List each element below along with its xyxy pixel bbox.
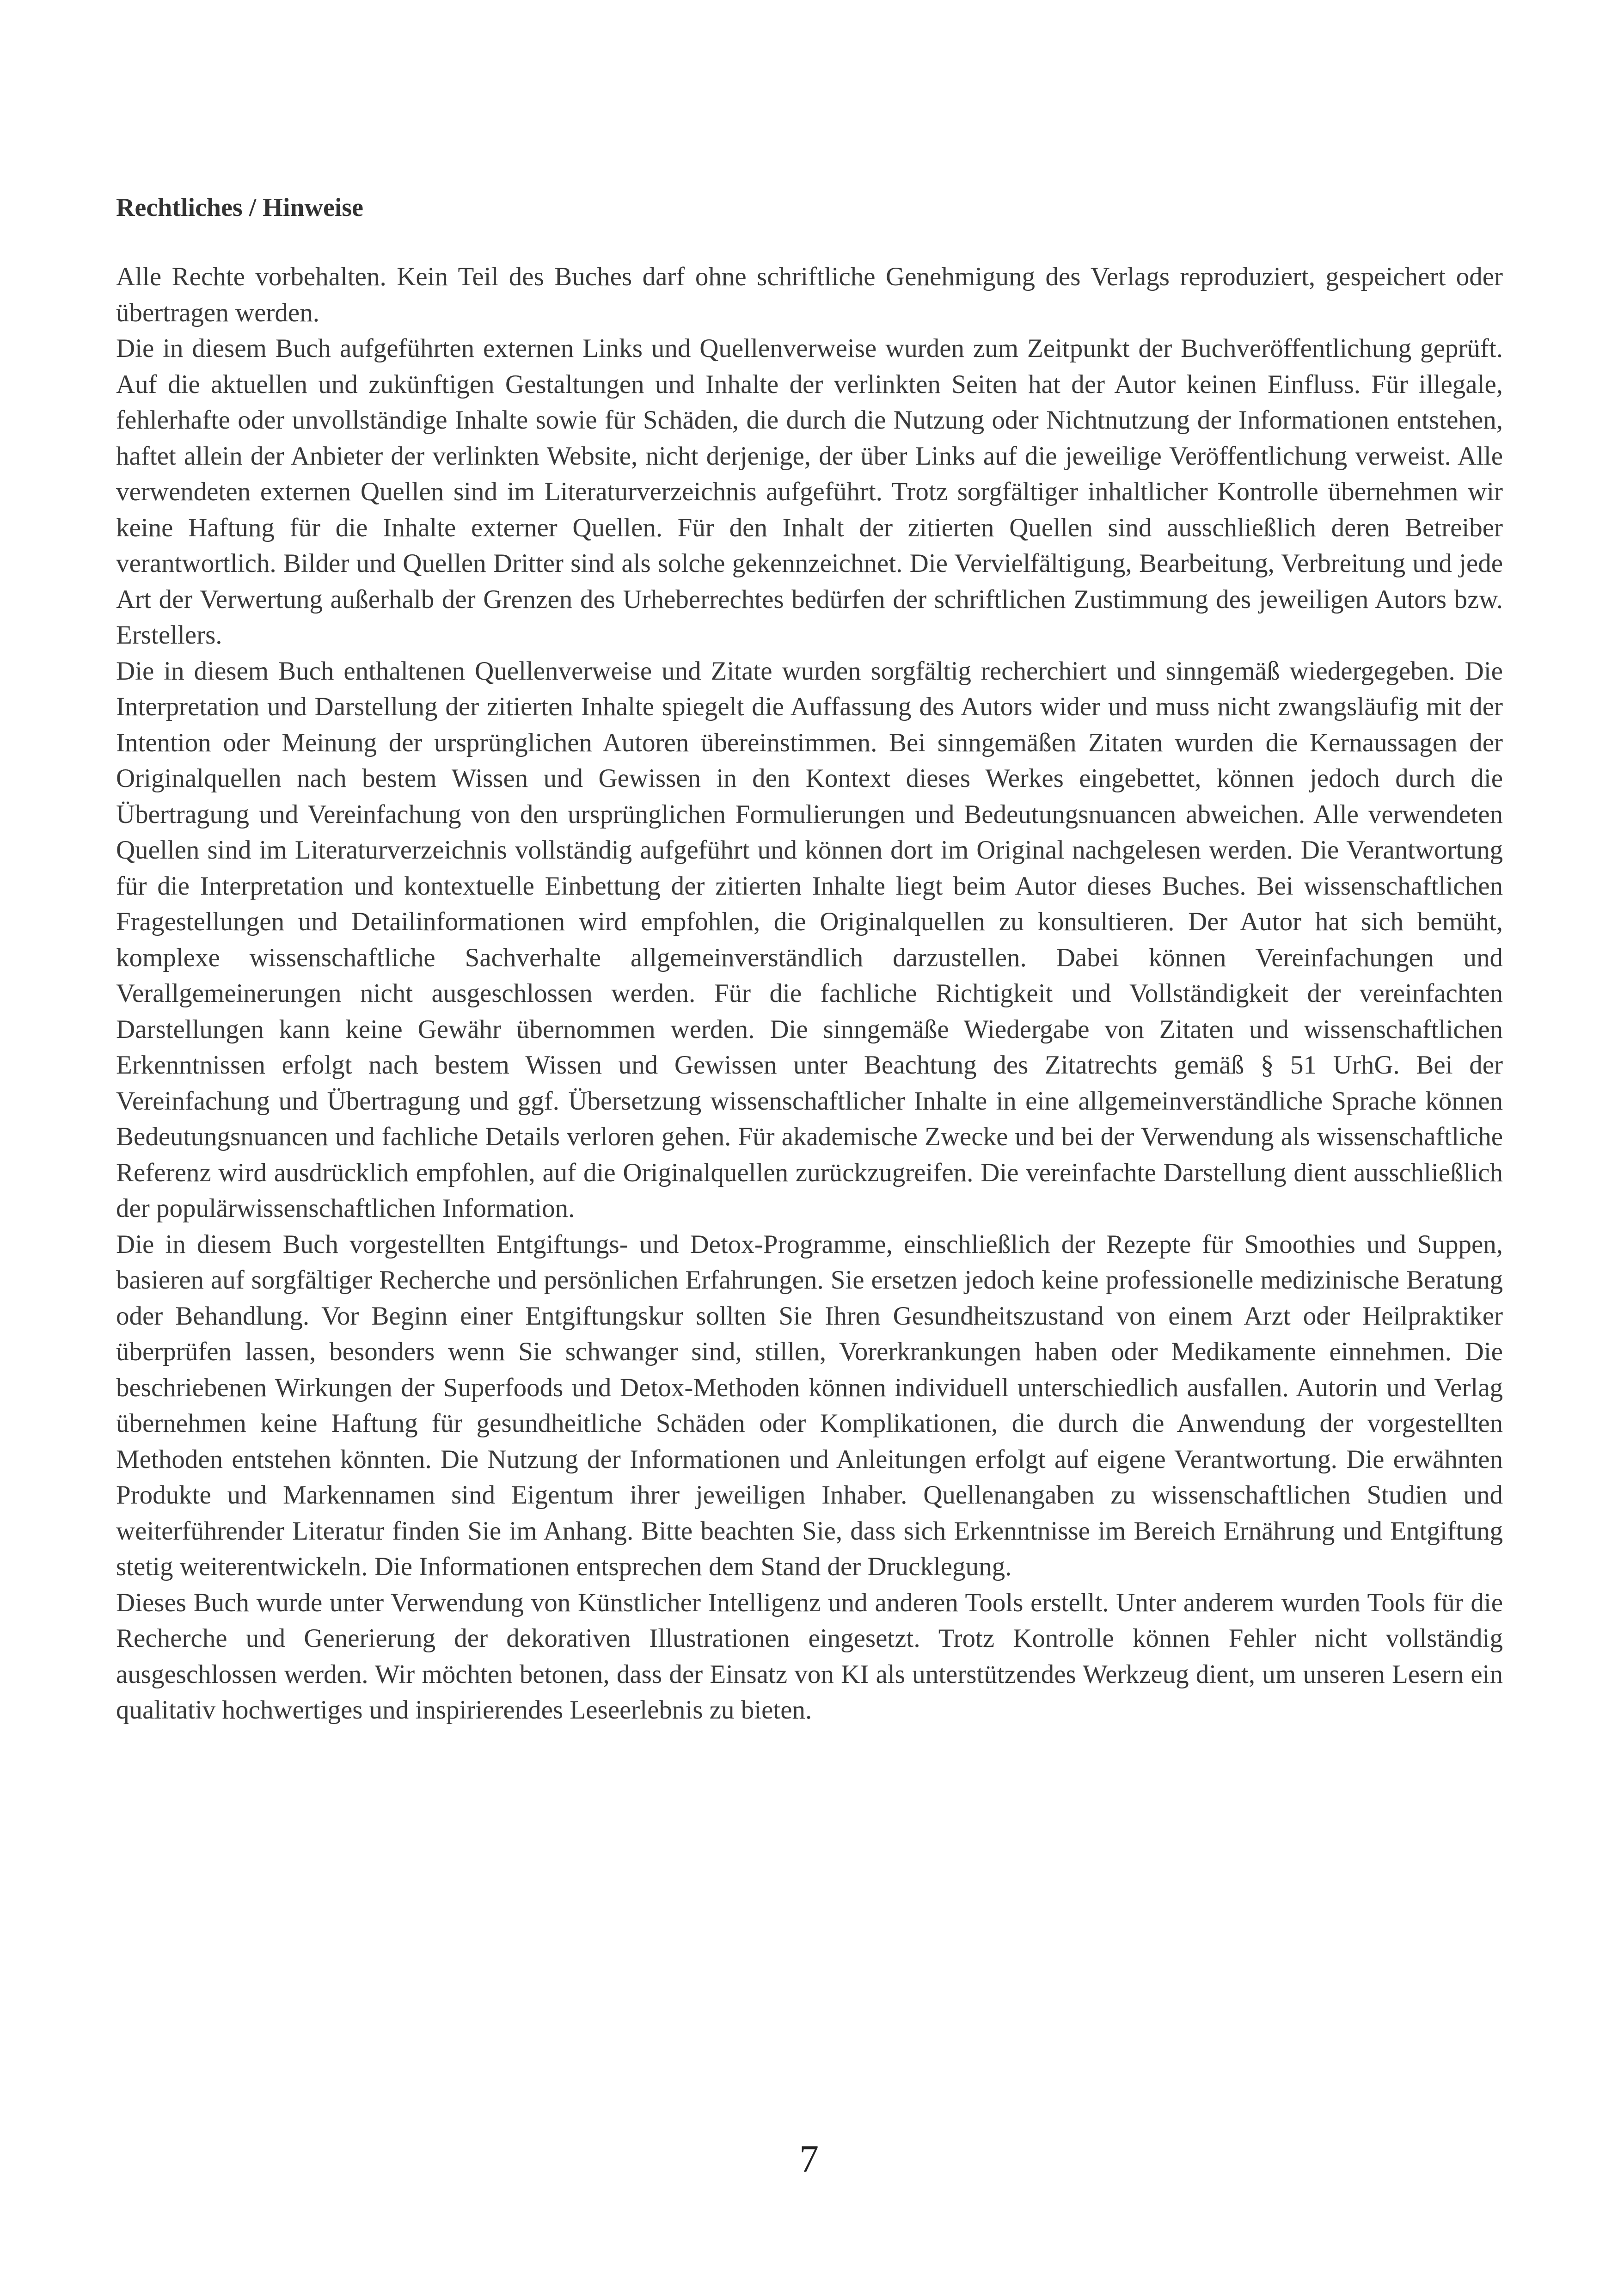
paragraph-health-disclaimer: Die in diesem Buch vorgestellten Entgiftungs- und Detox-Programme, einschließlich der Rezepte für Smoothies und Suppen, basieren auf sorgfältiger Recherche und persönlichen Erfahrungen. Sie ersetzen jedoch keine professionelle medizinische Beratung oder Behandlung. Vor Beginn einer Entgiftungskur sollten Sie Ihren Gesundheitszustand von einem Arzt oder Heilpraktiker überprüfen lassen, besonders wenn Sie schwanger sind, stillen, Vorerkrankungen haben oder Medikamente einnehmen. Die beschriebenen Wirkungen der Superfoods und Detox-Methoden können individuell unterschiedlich ausfallen. Autorin und Verlag übernehmen keine Haftung für gesundheitliche Schäden oder Komplikationen, die durch die Anwendung der vorgestellten Methoden entstehen könnten. Die Nutzung der Informationen und Anleitungen erfolgt auf eigene Verantwortung. Die erwähnten Produkte und Markennamen sind Eigentum ihrer jeweiligen Inhaber. Quellenangaben zu wissenschaftlichen Studien und weiterführender Literatur finden Sie im Anhang. Bitte beachten Sie, dass sich Erkenntnisse im Bereich Ernährung und Entgiftung stetig weiterentwickeln. Die Informationen entsprechen dem Stand der Drucklegung. — [116, 1229, 1503, 1581]
page-content — [116, 190, 1503, 1728]
paragraph-ai-notice: Dieses Buch wurde unter Verwendung von Künstlicher Intelligenz und anderen Tools erstellt. Unter anderem wurden Tools für die Recherche und Generierung der dekorativen Illustrationen eingesetzt. Trotz Kontrolle können Fehler nicht vollständig ausgeschlossen werden. Wir möchten betonen, dass der Einsatz von KI als unterstützendes Werkzeug dient, um unseren Lesern ein qualitativ hochwertiges und inspirierendes Leseerlebnis zu bieten. — [116, 1588, 1503, 1725]
paragraph-external-links: Die in diesem Buch aufgeführten externen Links und Quellenverweise wurden zum Zeitpunkt der Buchveröffentlichung geprüft. Auf die aktuellen und zukünftigen Gestaltungen und Inhalte der verlinkten Seiten hat der Autor keinen Einfluss. Für illegale, fehlerhafte oder unvollständige Inhalte sowie für Schäden, die durch die Nutzung oder Nichtnutzung der Informationen entstehen, haftet allein der Anbieter der verlinkten Website, nicht derjenige, der über Links auf die jeweilige Veröffentlichung verweist. Alle verwendeten externen Quellen sind im Literaturverzeichnis aufgeführt. Trotz sorgfältiger inhaltlicher Kontrolle übernehmen wir keine Haftung für die Inhalte externer Quellen. Für den Inhalt der zitierten Quellen sind ausschließlich deren Betreiber verantwortlich. Bilder und Quellen Dritter sind als solche gekennzeichnet. Die Vervielfältigung, Bearbeitung, Verbreitung und jede Art der Verwertung außerhalb der Grenzen des Urheberrechtes bedürfen der schriftlichen Zustimmung des jeweiligen Autors bzw. Erstellers. — [116, 334, 1503, 650]
section-heading: Rechtliches / Hinweise — [116, 193, 364, 222]
paragraph-rights-reserved: Alle Rechte vorbehalten. Kein Teil des Buches darf ohne schriftliche Genehmigung des Verlags reproduziert, gespeichert oder übertragen werden. — [116, 262, 1503, 327]
page-number: 7 — [799, 2137, 819, 2180]
paragraph-citations: Die in diesem Buch enthaltenen Quellenverweise und Zitate wurden sorgfältig recherchiert und sinngemäß wiedergegeben. Die Interpretation und Darstellung der zitierten Inhalte spiegelt die Auffassung des Autors wider und muss nicht zwangsläufig mit der Intention oder Meinung der ursprünglichen Autoren übereinstimmen. Bei sinngemäßen Zitaten wurden die Kernaussagen der Originalquellen nach bestem Wissen und Gewissen in den Kontext dieses Werkes eingebettet, können jedoch durch die Übertragung und Vereinfachung von den ursprünglichen Formulierungen und Bedeutungsnuancen abweichen. Alle verwendeten Quellen sind im Literaturverzeichnis vollständig aufgeführt und können dort im Original nachgelesen werden. Die Verantwortung für die Interpretation und kontextuelle Einbettung der zitierten Inhalte liegt beim Autor dieses Buches. Bei wissenschaftlichen Fragestellungen und Detailinformationen wird empfohlen, die Originalquellen zu konsultieren. Der Autor hat sich bemüht, komplexe wissenschaftliche Sachverhalte allgemeinverständlich darzustellen. Dabei können Vereinfachungen und Verallgemeinerungen nicht ausgeschlossen werden. Für die fachliche Richtigkeit und Vollständigkeit der vereinfachten Darstellungen kann keine Gewähr übernommen werden. Die sinngemäße Wiedergabe von Zitaten und wissenschaftlichen Erkenntnissen erfolgt nach bestem Wissen und Gewissen unter Beachtung des Zitatrechts gemäß § 51 UrhG. Bei der Vereinfachung und Übertragung und ggf. Übersetzung wissenschaftlicher Inhalte in eine allgemeinverständliche Sprache können Bedeutungsnuancen und fachliche Details verloren gehen. Für akademische Zwecke und bei der Verwendung als wissenschaftliche Referenz wird ausdrücklich empfohlen, auf die Originalquellen zurückzugreifen. Die vereinfachte Darstellung dient ausschließlich der populärwissenschaftlichen Information. — [116, 656, 1503, 1223]
